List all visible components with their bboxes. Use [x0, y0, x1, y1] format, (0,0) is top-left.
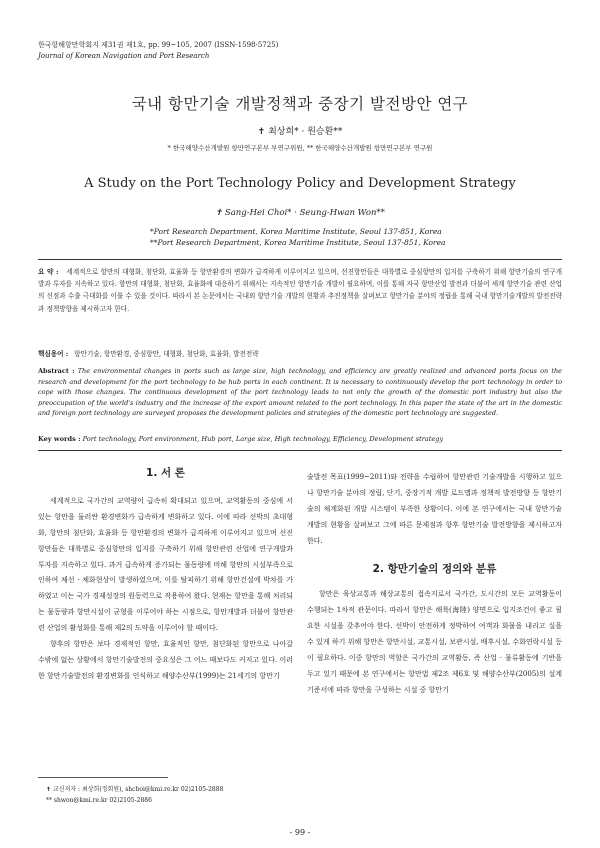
paragraph: 세계적으로 국가간의 교역량이 급속히 확대되고 있으며, 교역활동의 중심에 서 있는 항만을 둘러싼 환경변화가 급속하게 변화하고 있다. 이에 따라 선박의 초대형화, 항만의 첨단화, 효율화 등 항만환경의 변화가 급격하게 이루어지고 있으며 선진항만들은 대륙별로 중심항만의 입지를 구축하기 위해 항만관련 산업에 연구개발과 투자를 지속하고 있다. 과거 급속하게 증가되는 물동량에 비해 항만의 시설부족으로 인하여 체선 · 체화현상이 발생하였으며, 이를 탈피하기 위해 항만건설에 박차를 가하였고 이는 국가 경제성장의 원동력으로 작용하여 왔다. 현재는 항만을 통해 처리되는 물동량과 항만시설이 균형을 이루어야 하는 시점으로, 항만개발과 더불어 항만관련 산업의 활성화를 통해 제2의 도약을 이루어야 할 때이다.: [38, 496, 293, 633]
keywords-en-label: Key words :: [38, 435, 81, 443]
keywords-ko-text: 항만기술, 항만환경, 중심항만, 대형화, 첨단화, 효율화, 발전전략: [74, 350, 259, 358]
affiliation-ko: * 한국해양수산개발원 항만연구본부 부연구위원, ** 한국해양수산개발원 항만연구본부 연구원: [167, 144, 433, 152]
paragraph: 향후의 항만은 보다 경제적인 항만, 효율적인 항만, 첨단화된 항만으로 나아갈 수밖에 없는 상황에서 항만기술발전의 중요성은 그 어느 때보다도 커지고 있다. 이러한 항만기술발전의 환경변화를 인식하고 해양수산부(1999)는 21세기의 항만기: [38, 640, 293, 680]
column-right: [307, 470, 562, 699]
keywords-ko-label: 핵심용어 :: [38, 350, 69, 358]
abstract-ko-text: 세계적으로 항만의 대형화, 첨단화, 효율화 등 항만환경의 변화가 급격하게 이루어지고 있으며, 선진항만들은 대륙별로 중심항만의 입지를 구축하기 위해 항만기술의 연구개발과 투자를 지속하고 있다. 항만의 대형화, 첨단화, 효율화에 대응하기 위해서는 지속적인 항만기술 개발이 필요하며, 이를 통해 자국 항만산업 발전과 더불어 세계 항만기술 관련 산업의 선점과 수출 극대화를 이룰 수 있을 것이다. 따라서 본 논문에서는 국내외 항만기술 개발의 현황과 추진정책을 살펴보고 항만기술 분야의 정립을 통해 국내 항만기술개발의 발전전략과 정책방향을 제시하고자 한다.: [38, 268, 562, 313]
keywords-en-text: Port technology, Port environment, Hub port, Large size, High technology, Efficiency, Development strategy: [82, 435, 444, 443]
footnote: ✝ 교신저자 : 최상희(정회원), shchoi@kmi.re.kr 02)2105-2888: [46, 786, 224, 793]
footnotes: [38, 784, 223, 806]
divider: [38, 450, 562, 451]
paragraph: 술발전 목표(1999~2011)와 전략을 수립하여 항만관련 기술개발을 시행하고 있으나 항만기술 분야의 정립, 단기, 중장기적 개발 로드맵과 정책적 발전방향 등 항만기술의 체계화된 개발 시스템이 부족한 상황이다. 이에 본 연구에서는 국내 항만기술 개발의 현황을 살펴보고 그에 따른 문제점과 향후 항만기술 발전방향을 제시하고자 한다.: [307, 473, 562, 545]
authors-ko: ✝ 최상희* · 원승환**: [257, 127, 343, 137]
footnote-divider: [38, 777, 168, 778]
journal-name-en: Journal of Korean Navigation and Port Research: [38, 52, 210, 60]
paper-title-en: A Study on the Port Technology Policy and Development Strategy: [84, 176, 516, 191]
abstract-ko: [38, 266, 562, 315]
column-left: [38, 460, 293, 685]
abstract-en: [38, 366, 562, 419]
affiliation-en: [150, 226, 510, 248]
keywords-ko: [38, 348, 562, 358]
section-heading: 2. 항만기술의 정의와 분류: [372, 562, 497, 575]
abstract-en-text: The environmental changes in ports such as large size, high technology, and efficiency are greatly realized and advanced ports focus on the research and development for the port technology to be hub ports in each continent. It is necessary to continuously develop the port technology in order to cope with those changes. The continuous development of the port technology leads to not only the growth of the domestic port industry but also the preoccupation of the world's industry and the increase of the export amount related to the port technology. In this paper the state of the art in the domestic and foreign port technology are surveyed proposes the development policies and strategies of the domestic port technology are suggested.: [38, 367, 562, 418]
footnote: ** shwon@kmi.re.kr 02)2105-2886: [46, 797, 152, 804]
abstract-en-label: Abstract :: [38, 367, 75, 375]
keywords-en: [38, 435, 562, 443]
journal-citation-ko: 한국항해항만학회지 제31권 제1호, pp. 99~105, 2007 (ISSN-1598-5725): [38, 41, 279, 49]
paragraph: 항만은 육상교통과 해상교통의 접속지로서 국가간, 도시간의 모든 교역활동이 수행되는 1차적 관문이다. 따라서 항만은 해륙(海陸) 양면으로 입지조건이 좋고 필요한 시설을 갖추어야 한다. 선박이 안전하게 정박하여 여객과 화물을 내리고 실을 수 있게 하기 위해 항만은 항만시설, 교통시설, 보관시설, 배후시설, 수화연락시설 등이 필요하다. 이중 항만의 역할은 국가간의 교역활동, 즉 산업 · 물류활동에 기반을 두고 있기 때문에 본 연구에서는 항만법 제2조 제6호 및 해양수산부(2005)의 설계기준서에 따라 항만을 구성하는 시설 중 항만기: [307, 590, 562, 694]
paper-title-ko: 국내 항만기술 개발정책과 중장기 발전방안 연구: [131, 95, 469, 113]
page-number: - 99 -: [289, 828, 311, 837]
divider: [38, 259, 562, 260]
affiliation-en-line: *Port Research Department, Korea Maritime Institute, Seoul 137-851, Korea: [150, 227, 442, 236]
journal-header: [38, 40, 278, 62]
abstract-ko-label: 요 약 :: [38, 268, 59, 276]
affiliation-en-line: **Port Research Department, Korea Maritime Institute, Seoul 137-851, Korea: [150, 238, 446, 247]
authors-en: ✝ Sang-Hei Choi* · Seung-Hwan Won**: [215, 208, 385, 218]
section-heading: 1. 서 론: [146, 467, 185, 479]
